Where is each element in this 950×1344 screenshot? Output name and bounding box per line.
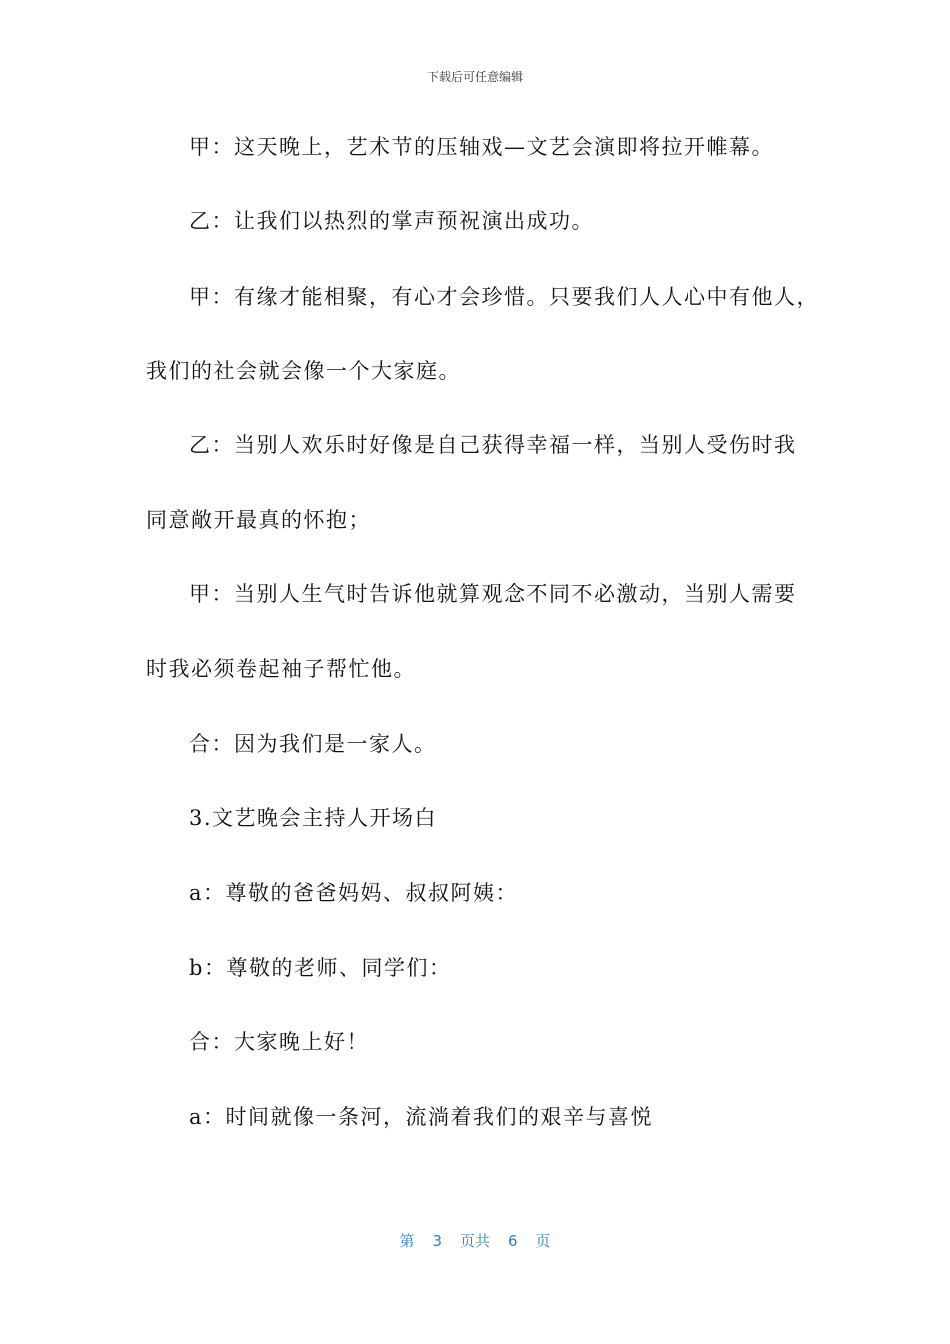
- text-line-2: 乙：让我们以热烈的掌声预祝演出成功。: [189, 209, 594, 233]
- text-line-13: 合：大家晚上好！: [189, 1030, 369, 1054]
- text-line-5: 乙：当别人欢乐时好像是自己获得幸福一样，当别人受伤时我: [189, 433, 797, 457]
- page-footer: [0, 1230, 950, 1251]
- page-prefix: 第: [399, 1232, 415, 1250]
- total-pages-number: 6: [508, 1232, 518, 1250]
- page-mid: 页共: [459, 1232, 490, 1250]
- page-header: 下载后可任意编辑: [426, 70, 523, 84]
- text-line-9: 合：因为我们是一家人。: [189, 732, 437, 756]
- text-line-12: b：尊敬的老师、同学们：: [189, 956, 452, 980]
- current-page-number: 3: [432, 1232, 442, 1250]
- text-line-14: a：时间就像一条河，流淌着我们的艰辛与喜悦: [189, 1105, 654, 1129]
- text-line-6: 同意敞开最真的怀抱；: [146, 508, 371, 532]
- text-line-7: 甲：当别人生气时告诉他就算观念不同不必激动，当别人需要: [189, 582, 797, 606]
- text-line-1: 甲：这天晚上，艺术节的压轴戏—文艺会演即将拉开帷幕。: [189, 135, 774, 159]
- text-line-4: 我们的社会就会像一个大家庭。: [146, 359, 461, 383]
- page-suffix: 页: [535, 1232, 551, 1250]
- text-line-11: a：尊敬的爸爸妈妈、叔叔阿姨：: [189, 881, 519, 905]
- text-line-8: 时我必须卷起袖子帮忙他。: [146, 657, 416, 681]
- text-line-3: 甲：有缘才能相聚，有心才会珍惜。只要我们人人心中有他人，: [189, 285, 819, 309]
- section-heading: 3.文艺晚会主持人开场白: [189, 806, 438, 830]
